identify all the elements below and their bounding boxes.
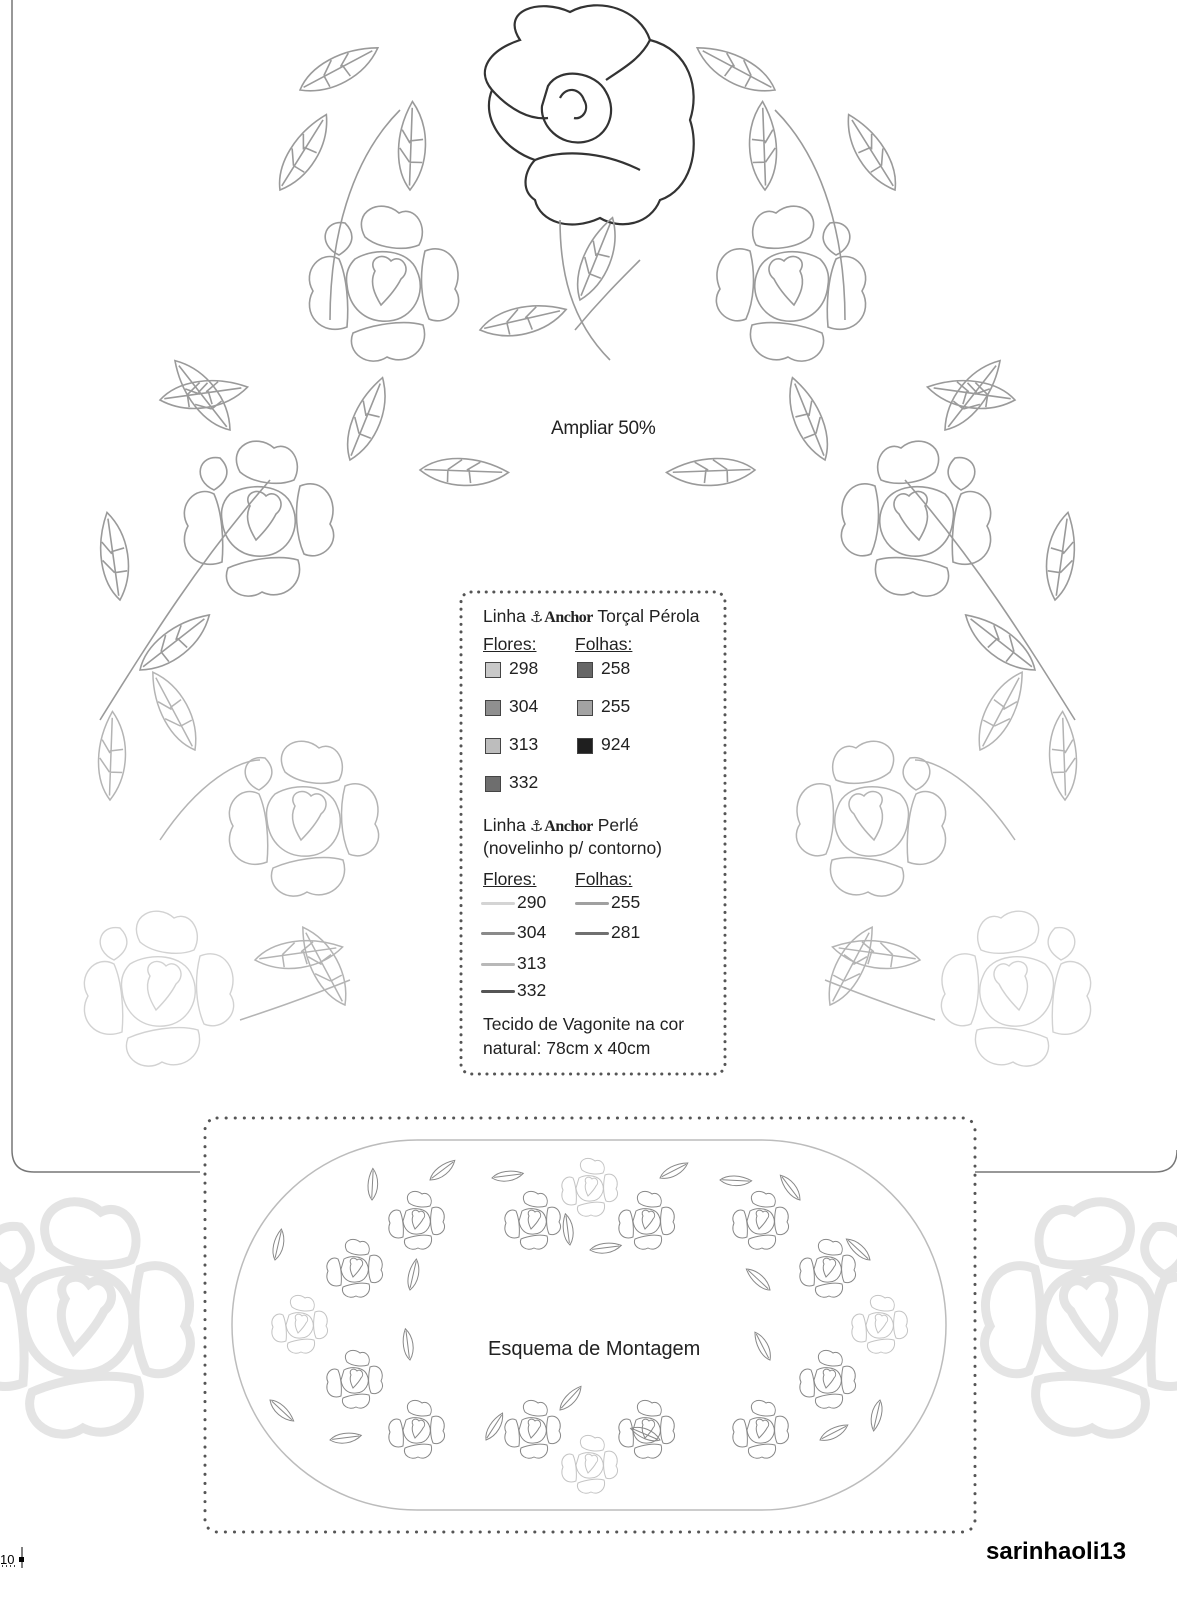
- code-924: 924: [601, 734, 631, 754]
- line-290: [481, 902, 515, 905]
- line-332: [481, 990, 515, 993]
- watermark: sarinhaoli13: [986, 1538, 1127, 1565]
- leaves-heading: Folhas:: [575, 869, 633, 889]
- anchor-icon: ⚓: [529, 817, 544, 835]
- swatch-332: [485, 776, 501, 792]
- swatch-924: [577, 738, 593, 754]
- swatch-255: [577, 700, 593, 716]
- line-281: [575, 932, 609, 935]
- code-290: 290: [517, 892, 547, 912]
- code-255: 255: [611, 892, 641, 912]
- code-281: 281: [611, 922, 641, 942]
- code-258: 258: [601, 658, 631, 678]
- assembly-scheme-title: Esquema de Montagem: [488, 1338, 701, 1360]
- legend-torcal-title: Linha ⚓Anchor Torçal Pérola: [483, 606, 700, 626]
- code-255: 255: [601, 696, 631, 716]
- legend-perle-title: Linha ⚓Anchor Perlé: [483, 815, 639, 835]
- line-304: [481, 932, 515, 935]
- enlarge-note: Ampliar 50%: [551, 418, 656, 439]
- flowers-heading: Flores:: [483, 634, 537, 654]
- flowers-heading: Flores:: [483, 869, 537, 889]
- code-298: 298: [509, 658, 539, 678]
- swatch-258: [577, 662, 593, 678]
- page-number: 10: [0, 1552, 15, 1567]
- swatch-298: [485, 662, 501, 678]
- legend-perle-subtitle: (novelinho p/ contorno): [483, 838, 662, 858]
- fabric-line-1: Tecido de Vagonite na cor: [483, 1014, 685, 1034]
- swatch-304: [485, 700, 501, 716]
- code-304: 304: [517, 922, 547, 942]
- code-332: 332: [517, 980, 547, 1000]
- swatch-313: [485, 738, 501, 754]
- code-304: 304: [509, 696, 539, 716]
- anchor-icon: ⚓: [529, 608, 544, 626]
- code-313: 313: [517, 953, 547, 973]
- thread-legend: [467, 600, 735, 1096]
- leaves-heading: Folhas:: [575, 634, 633, 654]
- line-313: [481, 963, 515, 966]
- fabric-line-2: natural: 78cm x 40cm: [483, 1038, 651, 1058]
- line-255: [575, 902, 609, 905]
- code-332: 332: [509, 772, 539, 792]
- code-313: 313: [509, 734, 539, 754]
